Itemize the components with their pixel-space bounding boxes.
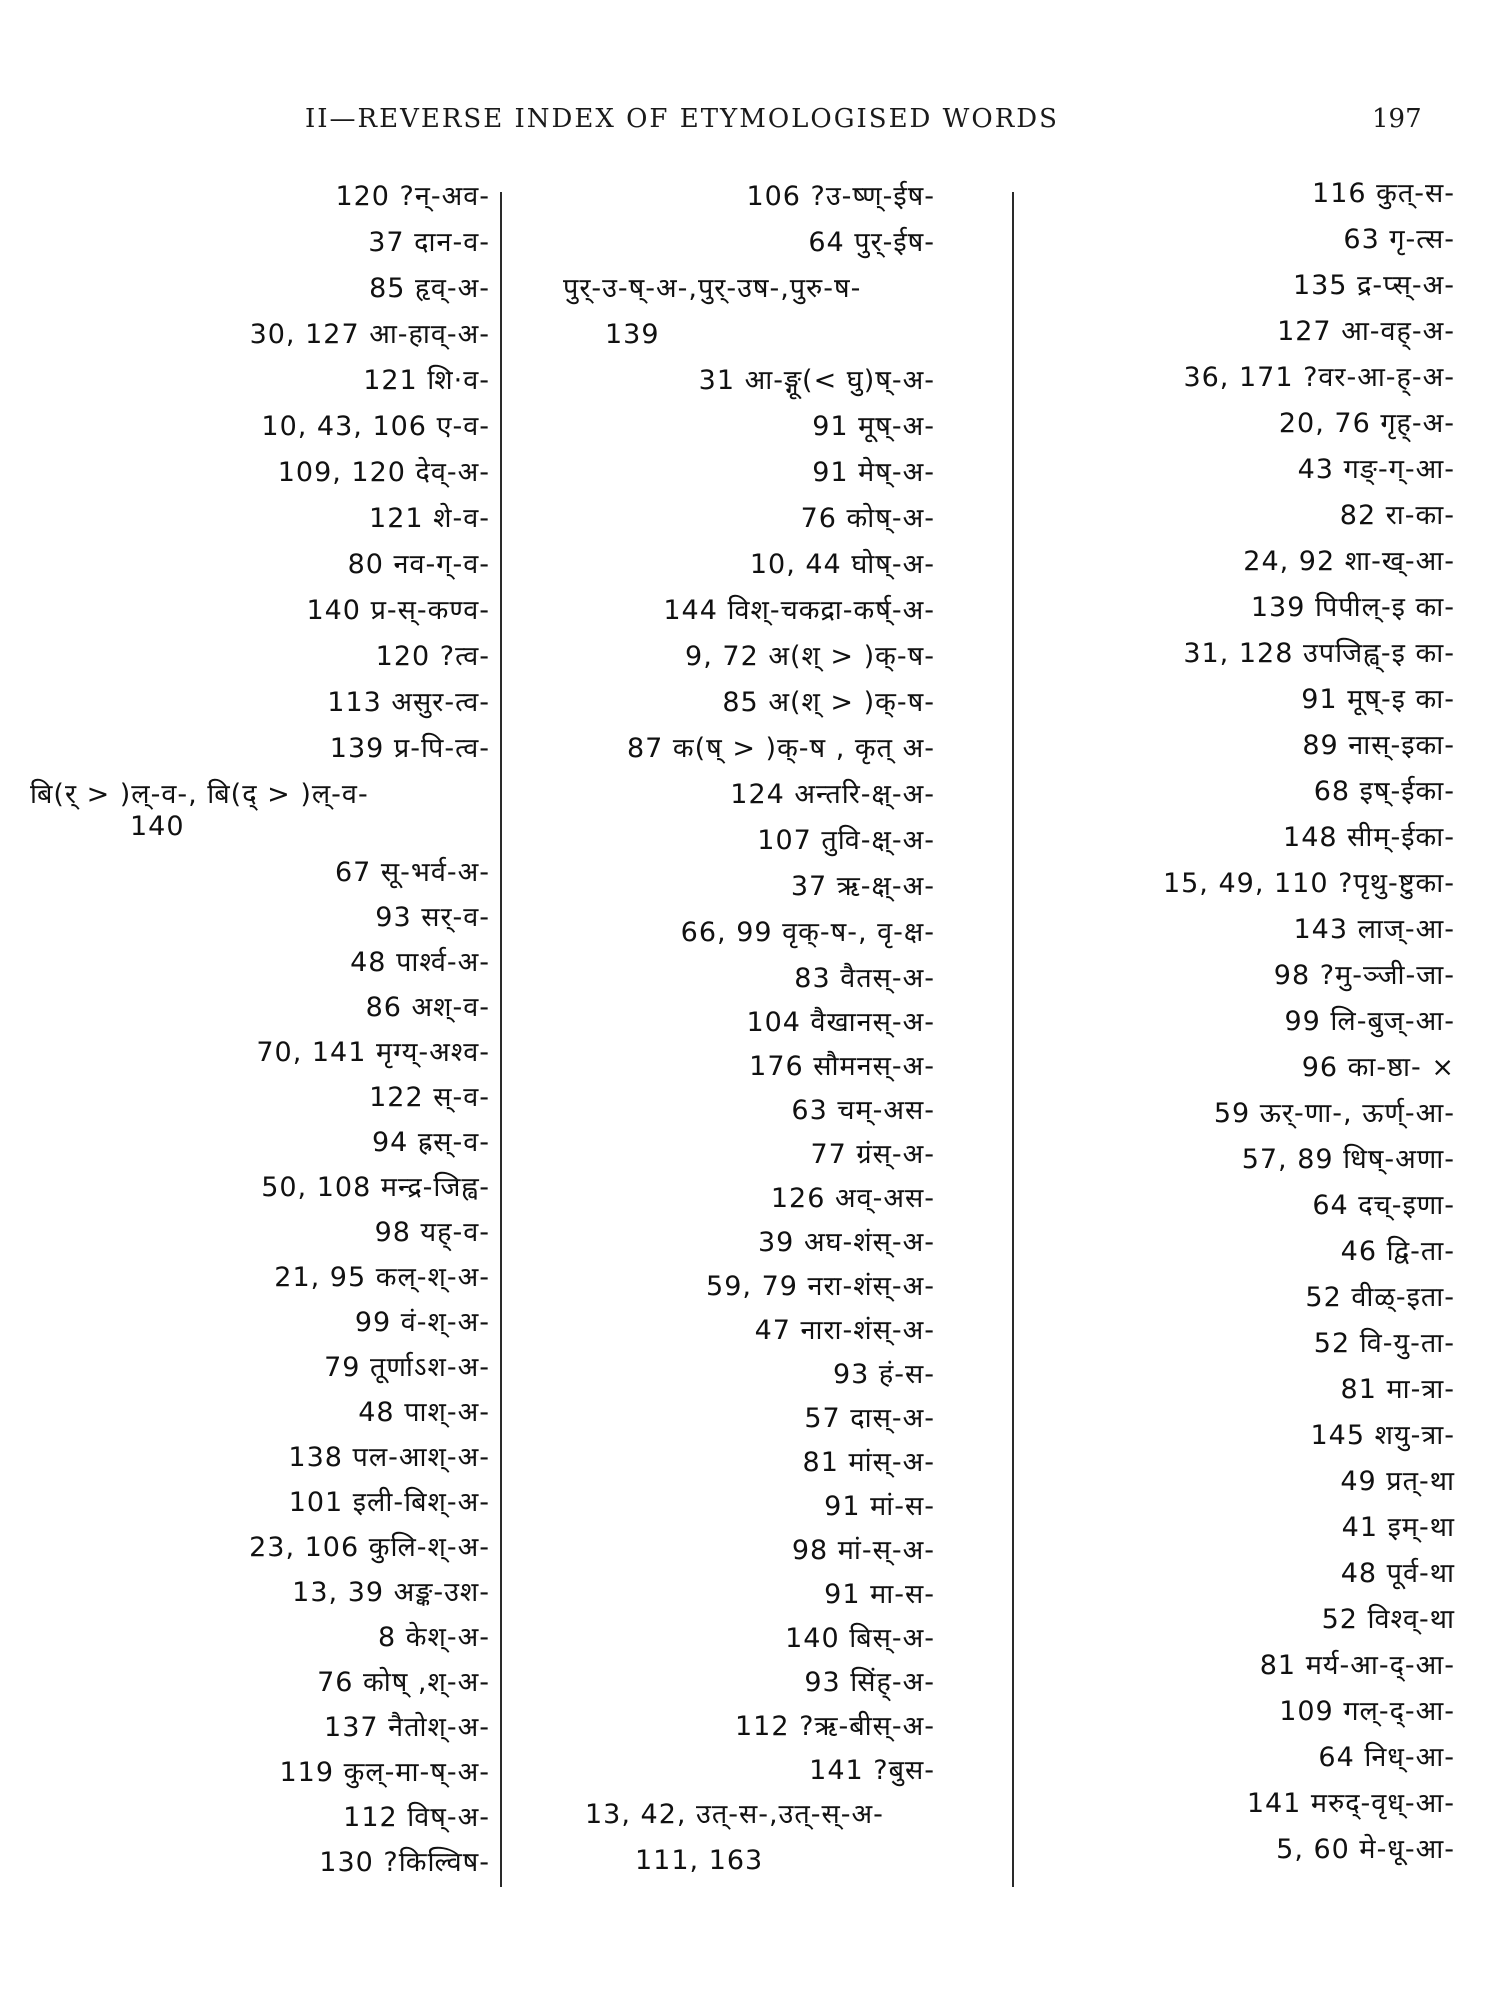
index-entry: 23, 106 कुलि-श्-अ- <box>249 1532 490 1563</box>
index-entry: 98 ?मु-ञ्जी-जा- <box>1273 960 1455 991</box>
index-entry: 99 वं-श्-अ- <box>354 1307 490 1338</box>
index-entry: 49 प्रत्-था <box>1340 1466 1455 1497</box>
index-entry: 101 इली-बिश्-अ- <box>288 1487 490 1518</box>
index-entry: 139 प्र-पि-त्व- <box>329 733 490 764</box>
running-title: II—REVERSE INDEX OF ETYMOLOGISED WORDS <box>305 104 1059 134</box>
index-entry: 91 मूष्-इ का- <box>1301 684 1455 715</box>
index-entry: 141 ?बुस- <box>809 1755 935 1786</box>
index-entry: 77 ग्रंस्-अ- <box>810 1139 935 1170</box>
index-entry: 87 क(ष् > )क्-ष , कृत् अ- <box>626 733 935 764</box>
index-entry: 106 ?उ-ष्ण्-ईष- <box>746 181 935 212</box>
index-entry: 122 स्-व- <box>369 1082 490 1113</box>
index-column-3 <box>1040 180 1455 1940</box>
index-entry: 76 कोष् ,श्-अ- <box>317 1667 490 1698</box>
index-entry: 63 गृ-त्स- <box>1343 224 1455 255</box>
index-entry: 10, 43, 106 ए-व- <box>261 411 490 442</box>
index-entry: 76 कोष्-अ- <box>800 503 935 534</box>
index-entry: 126 अव्-अस- <box>770 1183 935 1214</box>
index-entry: 124 अन्तरि-क्ष्-अ- <box>730 779 935 810</box>
index-entry: 121 शि·व- <box>363 365 490 396</box>
index-entry: 48 पाश्-अ- <box>358 1397 490 1428</box>
index-entry: 121 शे-व- <box>369 503 490 534</box>
index-entry: 98 मां-स्-अ- <box>791 1535 935 1566</box>
index-entry: 5, 60 मे-धू-आ- <box>1276 1834 1455 1865</box>
index-entry: बि(र् > )ल्-व-, बि(द् > )ल्-व- <box>30 779 369 810</box>
column-divider-left <box>500 192 502 1887</box>
index-entry: 91 मेष्-अ- <box>812 457 935 488</box>
index-column-1 <box>30 180 490 1940</box>
index-entry: 140 प्र-स्-कण्व- <box>306 595 490 626</box>
index-entry: 140 <box>130 811 185 842</box>
index-entry: 145 शयु-त्रा- <box>1310 1420 1455 1451</box>
index-entry: 113 असुर-त्व- <box>327 687 490 718</box>
index-entry: 37 दान-व- <box>368 227 490 258</box>
index-entry: 98 यह्-व- <box>374 1217 490 1248</box>
index-entry: 89 नास्-इका- <box>1302 730 1455 761</box>
index-entry: 21, 95 कल्-श्-अ- <box>274 1262 490 1293</box>
index-entry: 82 रा-का- <box>1339 500 1455 531</box>
index-entry: 10, 44 घोष्-अ- <box>749 549 935 580</box>
index-entry: 15, 49, 110 ?पृथु-ष्टुका- <box>1162 868 1455 899</box>
index-entry: 144 विश्-चकद्रा-कर्ष्-अ- <box>663 595 935 626</box>
index-entry: 94 ह्रस्-व- <box>371 1127 490 1158</box>
index-entry: 67 सू-भर्व-अ- <box>334 857 490 888</box>
index-entry: 91 मां-स- <box>824 1491 935 1522</box>
index-entry: 59, 79 नरा-शंस्-अ- <box>706 1271 935 1302</box>
index-entry: 47 नारा-शंस्-अ- <box>754 1315 935 1346</box>
index-entry: 93 सर्-व- <box>375 902 490 933</box>
index-entry: 112 विष्-अ- <box>343 1802 490 1833</box>
index-entry: 43 गङ्-ग्-आ- <box>1297 454 1455 485</box>
index-entry: 48 पार्श्व-अ- <box>350 947 490 978</box>
index-column-2 <box>545 180 975 1940</box>
index-entry: 13, 39 अङ्क-उश- <box>292 1577 490 1608</box>
index-entry: 93 हं-स- <box>832 1359 935 1390</box>
index-entry: 20, 76 गृह्-अ- <box>1278 408 1455 439</box>
index-entry: 8 केश्-अ- <box>378 1622 490 1653</box>
index-entry: 109, 120 देव्-अ- <box>277 457 490 488</box>
index-entry: 85 हृव्-अ- <box>369 273 490 304</box>
index-entry: 24, 92 शा-ख्-आ- <box>1243 546 1455 577</box>
index-entry: 64 दच्-इणा- <box>1312 1190 1455 1221</box>
index-entry: 46 द्वि-ता- <box>1340 1236 1455 1267</box>
index-entry: 57, 89 धिष्-अणा- <box>1241 1144 1455 1175</box>
index-entry: 59 ऊर्-णा-, ऊर्ण्-आ- <box>1213 1098 1455 1129</box>
index-entry: 57 दास्-अ- <box>804 1403 935 1434</box>
index-entry: 140 बिस्-अ- <box>785 1623 935 1654</box>
index-entry: 119 कुल्-मा-ष्-अ- <box>279 1757 490 1788</box>
index-entry: 52 वि-यु-ता- <box>1313 1328 1455 1359</box>
index-entry: 83 वैतस्-अ- <box>794 963 935 994</box>
index-entry: 80 नव-ग्-व- <box>347 549 490 580</box>
index-entry: 52 वीळ्-इता- <box>1305 1282 1455 1313</box>
index-entry: 39 अघ-शंस्-अ- <box>758 1227 935 1258</box>
index-entry: 86 अश्-व- <box>365 992 490 1023</box>
index-entry: 176 सौमनस्-अ- <box>749 1051 935 1082</box>
index-entry: 116 कुत्-स- <box>1312 178 1455 209</box>
index-entry: 41 इम्-था <box>1341 1512 1455 1543</box>
index-entry: पुर्-उ-ष्-अ-,पुर्-उष-,पुरु-ष- <box>563 273 862 304</box>
column-divider-right <box>1012 192 1014 1887</box>
index-entry: 81 मा-त्रा- <box>1340 1374 1455 1405</box>
index-entry: 109 गल्-द्-आ- <box>1279 1696 1455 1727</box>
index-entry: 139 पिपील्-इ का- <box>1250 592 1455 623</box>
index-entry: 36, 171 ?वर-आ-ह्-अ- <box>1183 362 1455 393</box>
index-entry: 52 विश्व्-था <box>1321 1604 1455 1635</box>
index-entry: 64 पुर्-ईष- <box>808 227 935 258</box>
index-entry: 81 मांस्-अ- <box>802 1447 935 1478</box>
index-entry: 9, 72 अ(श् > )क्-ष- <box>685 641 935 672</box>
index-entry: 96 का-ष्ठा- × <box>1301 1052 1455 1083</box>
index-entry: 127 आ-वह्-अ- <box>1277 316 1455 347</box>
index-entry: 112 ?ऋ-बीस्-अ- <box>735 1711 935 1742</box>
index-entry: 63 चम्-अस- <box>791 1095 935 1126</box>
index-entry: 50, 108 मन्द्र-जिह्व- <box>261 1172 490 1203</box>
index-entry: 64 निध्-आ- <box>1318 1742 1455 1773</box>
index-entry: 68 इष्-ईका- <box>1313 776 1455 807</box>
index-entry: 13, 42, उत्-स-,उत्-स्-अ- <box>585 1799 884 1830</box>
index-entry: 139 <box>605 319 660 350</box>
index-entry: 31 आ-ङ्गू(< घु)ष्-अ- <box>698 365 935 396</box>
index-entry: 111, 163 <box>635 1845 764 1876</box>
index-entry: 137 नैतोश्-अ- <box>324 1712 490 1743</box>
index-entry: 37 ऋ-क्ष्-अ- <box>790 871 935 902</box>
index-entry: 30, 127 आ-हाव्-अ- <box>249 319 490 350</box>
page-number: 197 <box>1372 104 1422 134</box>
index-entry: 120 ?त्व- <box>375 641 490 672</box>
index-entry: 138 पल-आश्-अ- <box>288 1442 490 1473</box>
index-entry: 79 तूर्णाऽश-अ- <box>324 1352 490 1383</box>
index-entry: 120 ?न्-अव- <box>335 181 490 212</box>
index-entry: 91 मा-स- <box>824 1579 935 1610</box>
index-entry: 91 मूष्-अ- <box>812 411 935 442</box>
index-entry: 66, 99 वृक्-ष-, वृ-क्ष- <box>680 917 935 948</box>
index-entry: 81 मर्य-आ-द्-आ- <box>1259 1650 1455 1681</box>
index-entry: 141 मरुद्-वृध्-आ- <box>1246 1788 1455 1819</box>
index-entry: 130 ?किल्विष- <box>319 1847 490 1878</box>
index-entry: 70, 141 मृग्य्-अश्व- <box>256 1037 490 1068</box>
index-entry: 93 सिंह्-अ- <box>804 1667 935 1698</box>
index-entry: 99 लि-बुज्-आ- <box>1284 1006 1455 1037</box>
index-entry: 31, 128 उपजिह्व्-इ का- <box>1183 638 1455 669</box>
index-entry: 104 वैखानस्-अ- <box>746 1007 935 1038</box>
index-entry: 48 पूर्व-था <box>1340 1558 1455 1589</box>
index-entry: 143 लाज्-आ- <box>1293 914 1455 945</box>
index-entry: 135 द्र-प्स्-अ- <box>1292 270 1455 301</box>
index-entry: 85 अ(श् > )क्-ष- <box>722 687 935 718</box>
index-entry: 107 तुवि-क्ष्-अ- <box>757 825 935 856</box>
index-entry: 148 सीम्-ईका- <box>1283 822 1455 853</box>
